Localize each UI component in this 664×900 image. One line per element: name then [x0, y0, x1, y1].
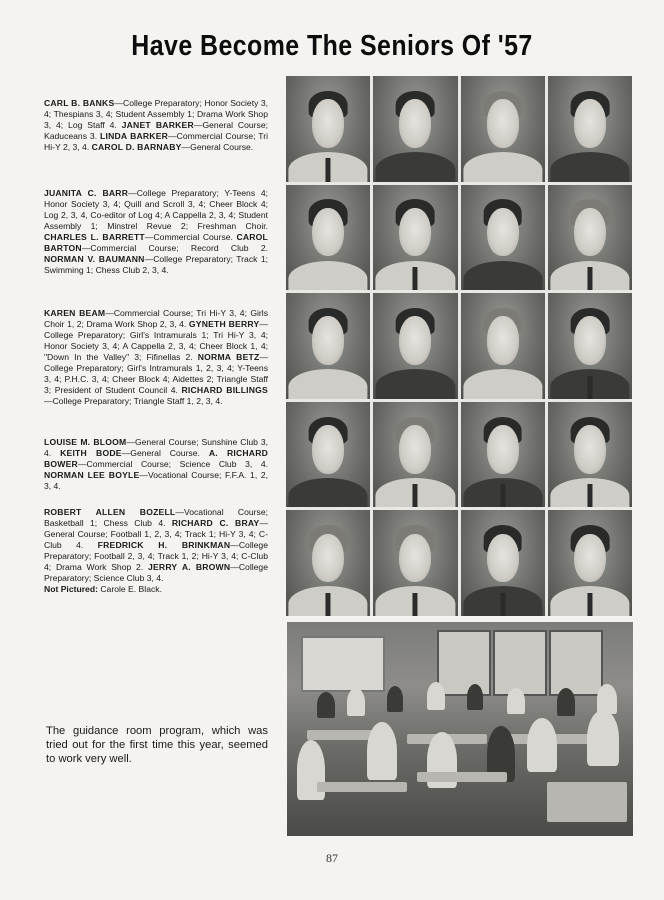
student-name: CAROL D. BARNABY — [91, 142, 182, 152]
senior-entries-block-3 — [44, 308, 268, 407]
photo-caption: The guidance room program, which was tried out for the first time this year, seemed to work very well. — [46, 725, 268, 765]
student-name: RICHARD C. BRAY — [171, 518, 260, 528]
student-figure — [527, 718, 557, 772]
student-details: —Commercial Course; Science Club 3, 4. — [77, 459, 268, 469]
student-name: KEITH BODE — [60, 448, 122, 458]
student-figure — [427, 682, 445, 710]
student-name: NORMA BETZ — [197, 352, 260, 362]
senior-portrait — [373, 293, 457, 399]
student-details: —College Preparatory; Girl's Intramurals 1, 2, 3, 4; Y-Teens 3, 4; P.H.C. 3, 4; Cheer Block 4; Aidettes 2; Triangle Staff 3; President of Student Council 4. — [44, 352, 269, 395]
student-details: —College Preparatory; Science Club 3, 4. — [44, 562, 268, 583]
student-name: CAROL BARTON — [44, 232, 268, 253]
student-name: ROBERT ALLEN BOZELL — [44, 507, 176, 517]
senior-portrait — [373, 76, 457, 182]
student-details: —Vocational Course; F.F.A. 1, 2, 3, 4. — [44, 470, 268, 491]
classroom-window — [493, 630, 547, 696]
student-name: NORMAN LEE BOYLE — [44, 470, 140, 480]
senior-portrait — [461, 185, 545, 291]
student-name: RICHARD BILLINGS — [181, 385, 268, 395]
student-details: —College Preparatory; Honor Society 3, 4; Thespians 3, 4; Student Assembly 1; Drama Work Shop 3, 4; Log Staff 4. — [44, 98, 268, 130]
student-details: —General Course; Football 1, 2, 3, 4; Track 1; Hi-Y 3, 4; C-Club 4. — [44, 518, 268, 550]
senior-portrait — [461, 76, 545, 182]
student-name: LOUISE M. BLOOM — [44, 437, 127, 447]
senior-portrait — [548, 185, 632, 291]
student-name: JERRY A. BROWN — [148, 562, 231, 572]
classroom-desk — [547, 782, 627, 822]
senior-entries-block-5 — [44, 507, 268, 595]
student-name: JUANITA C. BARR — [44, 188, 129, 198]
senior-portrait — [548, 76, 632, 182]
student-figure — [387, 686, 403, 712]
senior-portrait-grid — [286, 76, 632, 616]
student-figure — [557, 688, 575, 716]
student-details: —General Course; Sunshine Club 3, 4. — [44, 437, 268, 458]
senior-portrait — [461, 510, 545, 616]
student-figure — [317, 692, 335, 718]
senior-entries-block-1 — [44, 98, 268, 153]
student-name: JANET BARKER — [121, 120, 194, 130]
student-name: A. RICHARD BOWER — [44, 448, 269, 469]
page-title: Have Become The Seniors Of '57 — [131, 30, 533, 62]
student-details: —Commercial Course; Tri Hi-Y 2, 3, 4. — [44, 131, 268, 152]
guidance-room-photo — [287, 622, 633, 836]
classroom-desk — [317, 782, 407, 792]
senior-portrait — [461, 402, 545, 508]
classroom-desk — [417, 772, 507, 782]
student-name: FREDRICK H. BRINKMAN — [97, 540, 231, 550]
senior-portrait — [373, 510, 457, 616]
senior-portrait — [548, 510, 632, 616]
student-name: KAREN BEAM — [44, 308, 106, 318]
senior-portrait — [286, 185, 370, 291]
student-figure — [347, 688, 365, 716]
bulletin-board — [301, 636, 385, 692]
student-details: —Vocational Course; Basketball 1; Chess Club 4. — [44, 507, 268, 528]
student-details: —General Course. — [121, 448, 209, 458]
classroom-window — [437, 630, 491, 696]
senior-portrait — [373, 185, 457, 291]
senior-portrait — [548, 402, 632, 508]
senior-entries-block-2 — [44, 188, 268, 276]
senior-portrait — [286, 402, 370, 508]
not-pictured-value: Carole E. Black. — [97, 584, 162, 594]
student-details: —General Course. — [181, 142, 254, 152]
not-pictured-label: Not Pictured: — [44, 584, 98, 594]
page-number: 87 — [326, 851, 338, 865]
classroom-window — [549, 630, 603, 696]
senior-portrait — [461, 293, 545, 399]
student-details: —College Preparatory; Triangle Staff 1, 2, 3, 4. — [44, 396, 223, 406]
senior-portrait — [286, 76, 370, 182]
student-name: NORMAN V. BAUMANN — [44, 254, 145, 264]
senior-portrait — [373, 402, 457, 508]
student-details: —Commercial Course; Tri Hi-Y 3, 4; Girls Choir 1, 2; Drama Work Shop 2, 3, 4. — [44, 308, 268, 329]
student-details: —Commercial Course; Record Club 2. — [81, 243, 268, 253]
student-details: —College Preparatory; Track 1; Swimming 1; Chess Club 2, 3, 4. — [44, 254, 268, 275]
student-details: —College Preparatory; Y-Teens 4; Honor Society 3, 4; Quill and Scroll 3, 4; Cheer Block 4; Log 2, 3, 4, Co-editor of Log 4; A Cappella 2, 3, 4; Student Assembly 1; Minstrel Revue 2; Freshman Choir. — [44, 188, 268, 231]
student-name: CARL B. BANKS — [44, 98, 115, 108]
student-figure — [467, 684, 483, 710]
student-name: GYNETH BERRY — [188, 319, 260, 329]
student-details: —College Preparatory; Girl's Intramurals 1; Tri Hi-Y 3, 4; Honor Society 3, 4; A Cappella 2, 3, 4; Cheer Block 1, 4; "Down In the Valley" 3; Fifinellas 2. — [44, 319, 268, 362]
student-name: LINDA BARKER — [100, 131, 169, 141]
student-figure — [507, 688, 525, 714]
student-details: —General Course; Kaduceans 3. — [44, 120, 268, 141]
senior-portrait — [548, 293, 632, 399]
student-details: —College Preparatory; Football 2, 3, 4; Track 1, 2; Hi-Y 3, 4; C-Club 4; Drama Work Shop 2. — [44, 540, 268, 572]
senior-portrait — [286, 293, 370, 399]
senior-entries-block-4 — [44, 437, 268, 492]
student-name: CHARLES L. BARRETT — [44, 232, 145, 242]
student-figure — [587, 710, 619, 766]
senior-portrait — [286, 510, 370, 616]
student-figure — [367, 722, 397, 780]
student-details: —Commercial Course. — [144, 232, 237, 242]
